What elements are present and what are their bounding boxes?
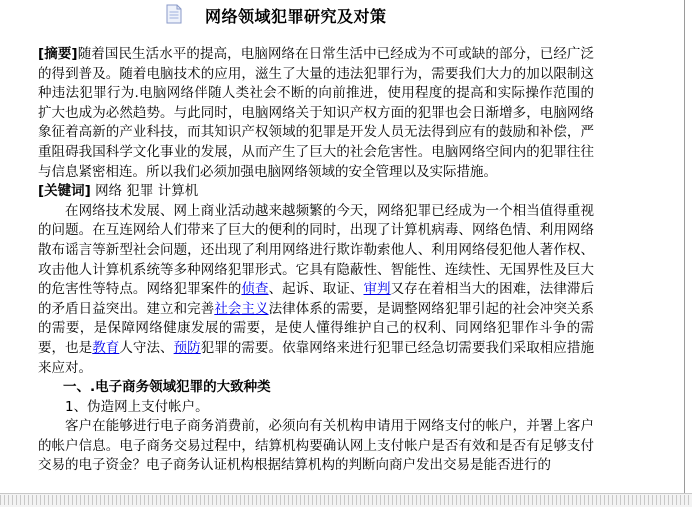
abstract-paragraph [38,45,594,182]
section-paragraph: 客户在能够进行电子商务消费前，必须向有关机构申请用于网络支付的帐户，并署上客户的帐户信息。电子商务交易过程中，结算机构要确认网上支付帐户是否有效和是否有足够支付交易的电子资金？电子商务认证机构根据结算机构的判断向商户发出交易是能否进行的 [38,418,594,474]
document-body [38,45,594,476]
document-icon [166,4,182,24]
document-title: 网络领域犯罪研究及对策 [205,7,387,26]
section-item: 1、伪造网上支付帐户。 [65,398,209,415]
keywords-label: [关键词] [38,183,91,200]
page-edge-divider [684,0,685,507]
section-heading: 一、.电子商务领域犯罪的大致种类 [63,379,271,396]
intro-text-1: 在网络技术发展、网上商业活动越来越频繁的今天，网络犯罪已经成为一个相当值得重视的问题。在互连网给人们带来了巨大的便利的同时，出现了计算机病毒、网络色情、利用网络散布谣言等新型社会问题，还出现了利用网络进行欺诈勒索他人、利用网络侵犯他人著作权、攻击他人计算机系统等多种网络犯罪形式。它具有隐蔽性、智能性、连续性、无国界性及巨大的危害性等特点。网络犯罪案件的 [38,202,594,298]
link-socialism[interactable]: 社会主义 [214,300,269,317]
intro-text-3: 又存在着相当大的困难，法律滞后的矛盾日益突出。建立和完善 [38,281,594,317]
intro-paragraph [38,202,594,378]
link-education[interactable]: 教育 [92,339,120,356]
link-prevention[interactable]: 预防 [173,339,201,356]
abstract-text: 随着国民生活水平的提高，电脑网络在日常生活中已经成为不可或缺的部分，已经广泛的得到普及。随着电脑技术的应用，滋生了大量的违法犯罪行为，需要我们大力的加以限制这种违法犯罪行为.电脑网络伴随人类社会不断的向前推进，使用程度的提高和实际操作范围的扩大也成为必然趋势。与此同时，电脑网络关于知识产权方面的犯罪也会日渐增多，电脑网络象征着高新的产业科技，而其知识产权领域的犯罪是开发人员无法得到应有的鼓励和补偿，严重阻碍我国科学文化事业的发展，从而产生了巨大的社会危害性。电脑网络空间内的犯罪往往与信息紧密相连。所以我们必须加强电脑网络领域的安全管理以及实际措施。 [38,46,594,180]
keywords-paragraph [38,182,594,202]
intro-text-5: 人守法、 [119,339,174,356]
keywords-text: 网络 犯罪 计算机 [90,183,199,200]
link-trial[interactable]: 审判 [363,281,391,298]
intro-text-6: 犯罪的需要。依靠网络来进行犯罪已经急切需要我们采取相应措施来应对。 [38,339,594,376]
abstract-label: [摘要] [38,46,78,62]
page-break-marker [0,495,692,505]
link-investigation[interactable]: 侦查 [241,281,269,298]
intro-text-4: 法律体系的需要，是调整网络犯罪引起的社会冲突关系的需要，是保障网络健康发展的需要，是使人懂得维护自己的权利、同网络犯罪作斗争的需要，也是 [38,300,594,356]
intro-text-2: 、起诉、取证、 [268,281,364,298]
